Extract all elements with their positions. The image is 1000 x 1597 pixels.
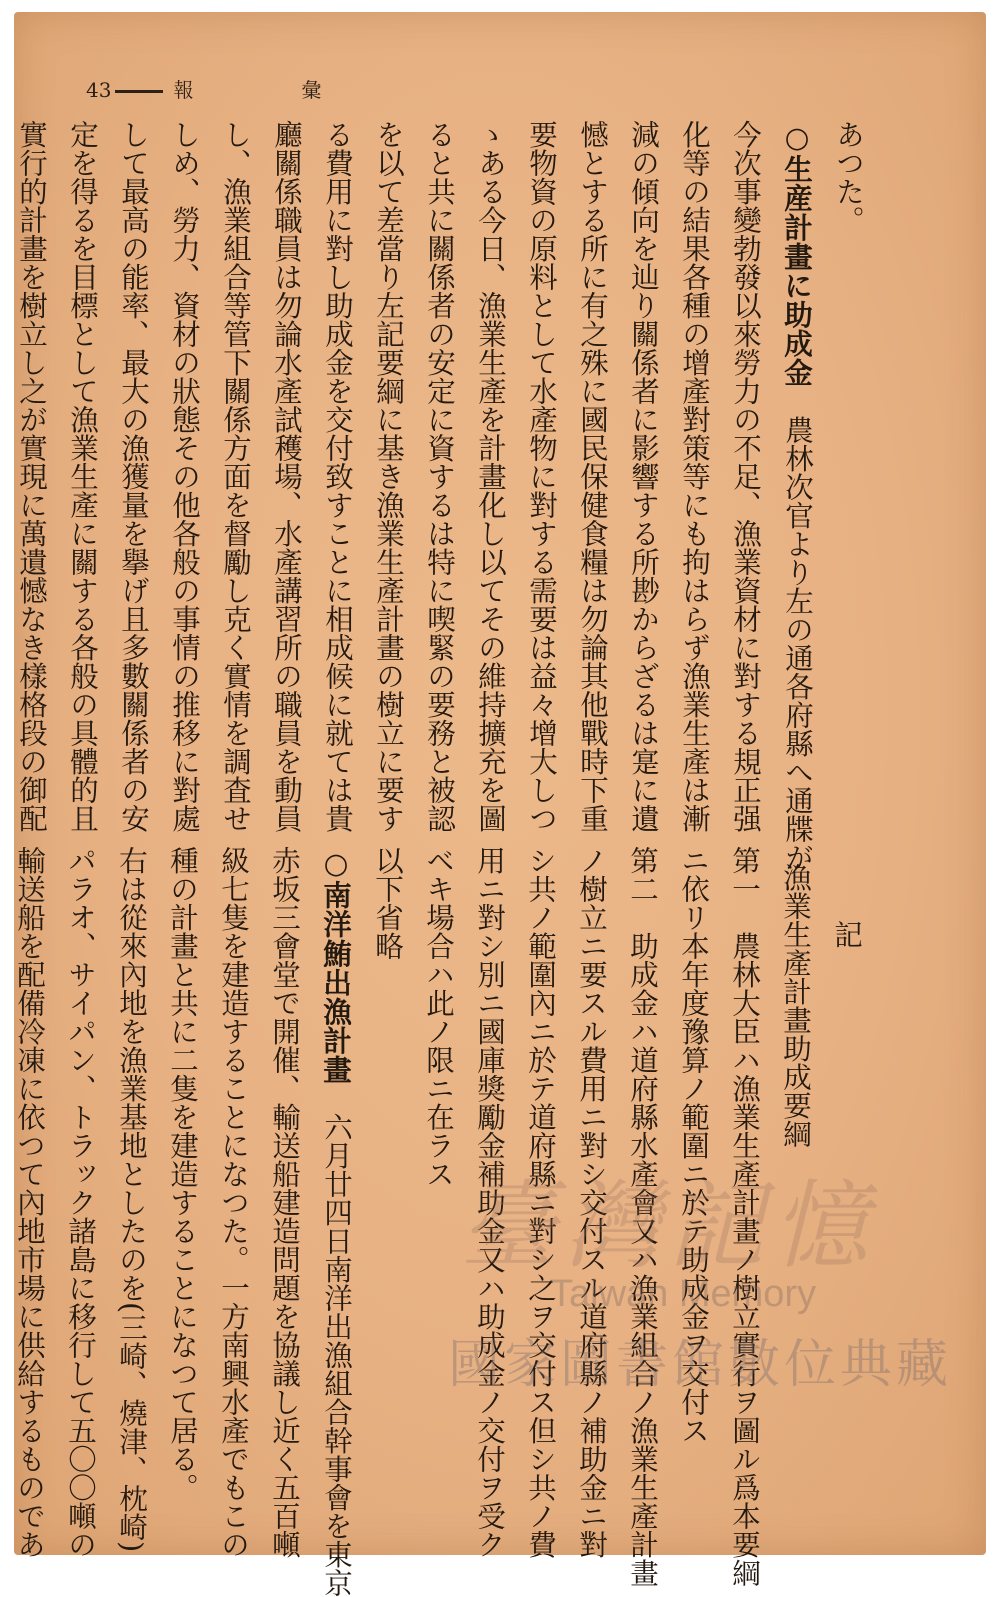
body-line: して最高の能率、最大の漁獲量を擧げ且多數關係者の安 bbox=[117, 120, 150, 833]
body-line: る費用に對し助成金を交付致すことに相成候に就ては貴 bbox=[321, 120, 354, 833]
body-line: パラオ、サイパン、トラック諸島に移行して五〇〇噸の bbox=[64, 846, 97, 1559]
body-line: 種の計畫と共に二隻を建造することになつて居る。 bbox=[166, 846, 199, 1502]
carryover-line: あつた。 bbox=[832, 120, 865, 234]
outline-and-article-tuna bbox=[13, 846, 872, 1597]
outline-item-line: シ共ノ範圍內ニ於テ道府縣ニ對シ之ヲ交付ス但シ共ノ費 bbox=[524, 846, 557, 1559]
outline-title: 漁業生產計畫助成要綱 bbox=[779, 863, 812, 1149]
outline-item-line: ニ依リ本年度豫算ノ範圍ニ於テ助成金ヲ交付ス bbox=[677, 846, 710, 1445]
ki-label: 記 bbox=[830, 920, 863, 949]
publication-title: 報 彙 bbox=[173, 78, 366, 102]
outline-title-line bbox=[770, 846, 821, 1551]
article-heading-line bbox=[771, 120, 823, 872]
omitted-note: 以下省略 bbox=[371, 846, 404, 960]
outline-item-line: 用ニ對シ別ニ國庫獎勵金補助金又ハ助成金ノ交付ヲ受ク bbox=[473, 846, 506, 1559]
body-line: ると共に關係者の安定に資するは特に喫緊の要務と被認 bbox=[423, 120, 456, 833]
watermark-chinese: 臺灣記憶 bbox=[460, 1170, 876, 1282]
article-heading: ○生産計畫に助成金 bbox=[780, 120, 814, 388]
body-line: 定を得るを目標として漁業生產に關する各般の具體的且 bbox=[66, 120, 99, 833]
body-line: 減の傾向を辿り關係者に影響する所尠からざるは寔に遺 bbox=[627, 120, 660, 833]
ki-line bbox=[821, 846, 872, 1551]
article-heading: ○南洋鮪出漁計畫 bbox=[319, 846, 353, 1085]
article-production-plan bbox=[15, 120, 874, 872]
body-line: を以て差當り左記要綱に基き漁業生產計畫の樹立に要す bbox=[372, 120, 405, 833]
outline-item-line: 第一 農林大臣ハ漁業生產計畫ノ樹立實行ヲ圖ル爲本要綱 bbox=[728, 846, 761, 1587]
body-line: 化等の結果各種の增產對策等にも拘はらず漁業生產は漸 bbox=[678, 120, 711, 833]
outline-item-line: 第二 助成金ハ道府縣水產會又ハ漁業組合ノ漁業生產計畫 bbox=[626, 846, 659, 1587]
body-line: 廳關係職員は勿論水產試穫場、水產講習所の職員を動員 bbox=[270, 120, 303, 833]
body-line: 今次事變勃發以來勞力の不足、漁業資材に對する規正强 bbox=[729, 120, 762, 833]
body-line: 輸送船を配備冷凍に依つて內地市場に供給するものであ bbox=[13, 846, 46, 1559]
article-heading-line bbox=[310, 846, 362, 1597]
heading-continuation: 六月廿四日南洋出漁組合幹事會を東京 bbox=[320, 1112, 353, 1597]
body-line: しめ、勞力、資材の狀態その他各般の事情の推移に對處 bbox=[168, 120, 201, 833]
body-line: 級七隻を建造することになつた。一方南興水產でもこの bbox=[217, 846, 250, 1559]
running-header bbox=[86, 74, 365, 103]
outline-item-line: ベキ場合ハ此ノ限ニ在ラス bbox=[422, 846, 455, 1188]
page-number: 43 bbox=[86, 78, 112, 102]
heading-continuation: 農林次官より左の通各府縣へ通牒が bbox=[781, 415, 814, 872]
body-line: ゝある今日、漁業生產を計畫化し以てその維持擴充を圖 bbox=[474, 120, 507, 833]
body-line: 右は從來內地を漁業基地としたのを(三崎、燒津、枕崎) bbox=[115, 846, 148, 1553]
body-line: し、漁業組合等管下關係方面を督勵し克く實情を調査せ bbox=[219, 120, 252, 833]
body-line: 赤坂三會堂で開催、輸送船建造問題を協議し近く五百噸 bbox=[268, 846, 301, 1559]
watermark-subtitle: 國家圖書館數位典藏 bbox=[448, 1336, 953, 1394]
body-line: 要物資の原料として水產物に對する需要は益々增大しつ bbox=[525, 120, 558, 833]
header-rule bbox=[115, 90, 163, 93]
body-line: 實行的計畫を樹立し之が實現に萬遺憾なき樣格段の御配 bbox=[15, 120, 48, 833]
body-line: 憾とする所に有之殊に國民保健食糧は勿論其他戰時下重 bbox=[576, 120, 609, 833]
watermark-english: Taiwan Memory bbox=[550, 1273, 817, 1315]
outline-item-line: ノ樹立ニ要スル費用ニ對シ交付スル道府縣ノ補助金ニ對 bbox=[575, 846, 608, 1559]
